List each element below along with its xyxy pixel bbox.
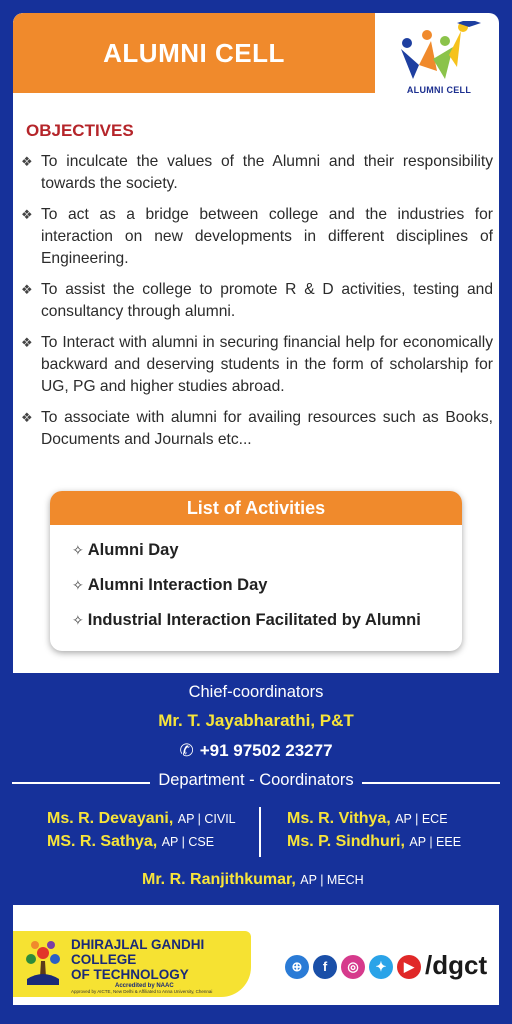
phone-icon: ✆ — [179, 741, 194, 760]
chief-coordinators-label: Chief-coordinators — [188, 683, 324, 701]
accreditation-text: Accredited by NAAC — [115, 983, 174, 989]
sparkle-bullet-icon: ✧ — [72, 542, 84, 558]
list-item: ❖ To assist the college to promote R & D activities, testing and consultancy through alumni. — [21, 281, 493, 320]
alumni-figures-icon — [387, 21, 491, 85]
chief-coordinator-name: Mr. T. Jayabharathi, P&T — [158, 711, 354, 730]
alumni-cell-logo — [387, 21, 491, 105]
coordinators-section — [0, 673, 512, 905]
list-item: ❖ To associate with alumni for availing resources such as Books, Documents and Journals etc... — [21, 409, 493, 448]
diamond-bullet-icon: ❖ — [21, 410, 33, 425]
list-item: ❖ To Interact with alumni in securing financial help for economically backward and deserving students in the form of scholarship for UG, PG and higher studies abroad. — [21, 334, 493, 395]
department-coordinators-heading — [12, 771, 500, 795]
coordinator-civil: Ms. R. Devayani, AP | CIVIL — [47, 810, 236, 827]
diamond-bullet-icon: ❖ — [21, 335, 33, 350]
social-handle[interactable]: /dgct — [425, 950, 488, 980]
coordinator-mech: Mr. R. Ranjithkumar, AP | MECH — [142, 871, 364, 888]
list-item: ✧ Alumni Day — [72, 541, 179, 559]
chief-phone: ✆ +91 97502 23277 — [179, 741, 333, 760]
college-brand — [13, 931, 251, 997]
list-item: ❖ To inculcate the values of the Alumni and their responsibility towards the society. — [21, 153, 493, 192]
coordinator-cse: MS. R. Sathya, AP | CSE — [47, 833, 215, 850]
objectives-list — [19, 151, 493, 460]
alumni-cell-card — [13, 13, 499, 673]
college-logo-icon — [21, 939, 65, 989]
twitter-icon[interactable]: ✦ — [369, 955, 393, 979]
activities-title: List of Activities — [50, 491, 462, 525]
list-item: ✧ Industrial Interaction Facilitated by Alumni — [72, 611, 421, 629]
activities-box — [50, 491, 462, 651]
vertical-divider — [259, 807, 261, 857]
youtube-icon[interactable]: ▶ — [397, 955, 421, 979]
department-coordinators-label: Department - Coordinators — [150, 771, 361, 789]
objectives-title: OBJECTIVES — [26, 121, 134, 140]
logo-caption: ALUMNI CELL — [406, 85, 472, 95]
web-icon[interactable]: ⊕ — [285, 955, 309, 979]
sparkle-bullet-icon: ✧ — [72, 577, 84, 593]
college-name: DHIRAJLAL GANDHI COLLEGE OF TECHNOLOGY — [71, 937, 205, 982]
diamond-bullet-icon: ❖ — [21, 154, 33, 169]
facebook-icon[interactable]: f — [313, 955, 337, 979]
coordinator-ece: Ms. R. Vithya, AP | ECE — [287, 810, 448, 827]
page-title: ALUMNI CELL — [103, 38, 285, 68]
coordinator-eee: Ms. P. Sindhuri, AP | EEE — [287, 833, 462, 850]
diamond-bullet-icon: ❖ — [21, 282, 33, 297]
instagram-icon[interactable]: ◎ — [341, 955, 365, 979]
sparkle-bullet-icon: ✧ — [72, 612, 84, 628]
activities-list — [50, 525, 462, 638]
list-item: ✧ Alumni Interaction Day — [72, 576, 268, 594]
diamond-bullet-icon: ❖ — [21, 207, 33, 222]
approval-text: Approved by AICTE, New Delhi & Affiliated to Anna University, Chennai — [71, 989, 213, 994]
list-item: ❖ To act as a bridge between college and the industries for interaction on new developments in different disciplines of Engineering. — [21, 206, 493, 267]
footer — [13, 905, 499, 1005]
